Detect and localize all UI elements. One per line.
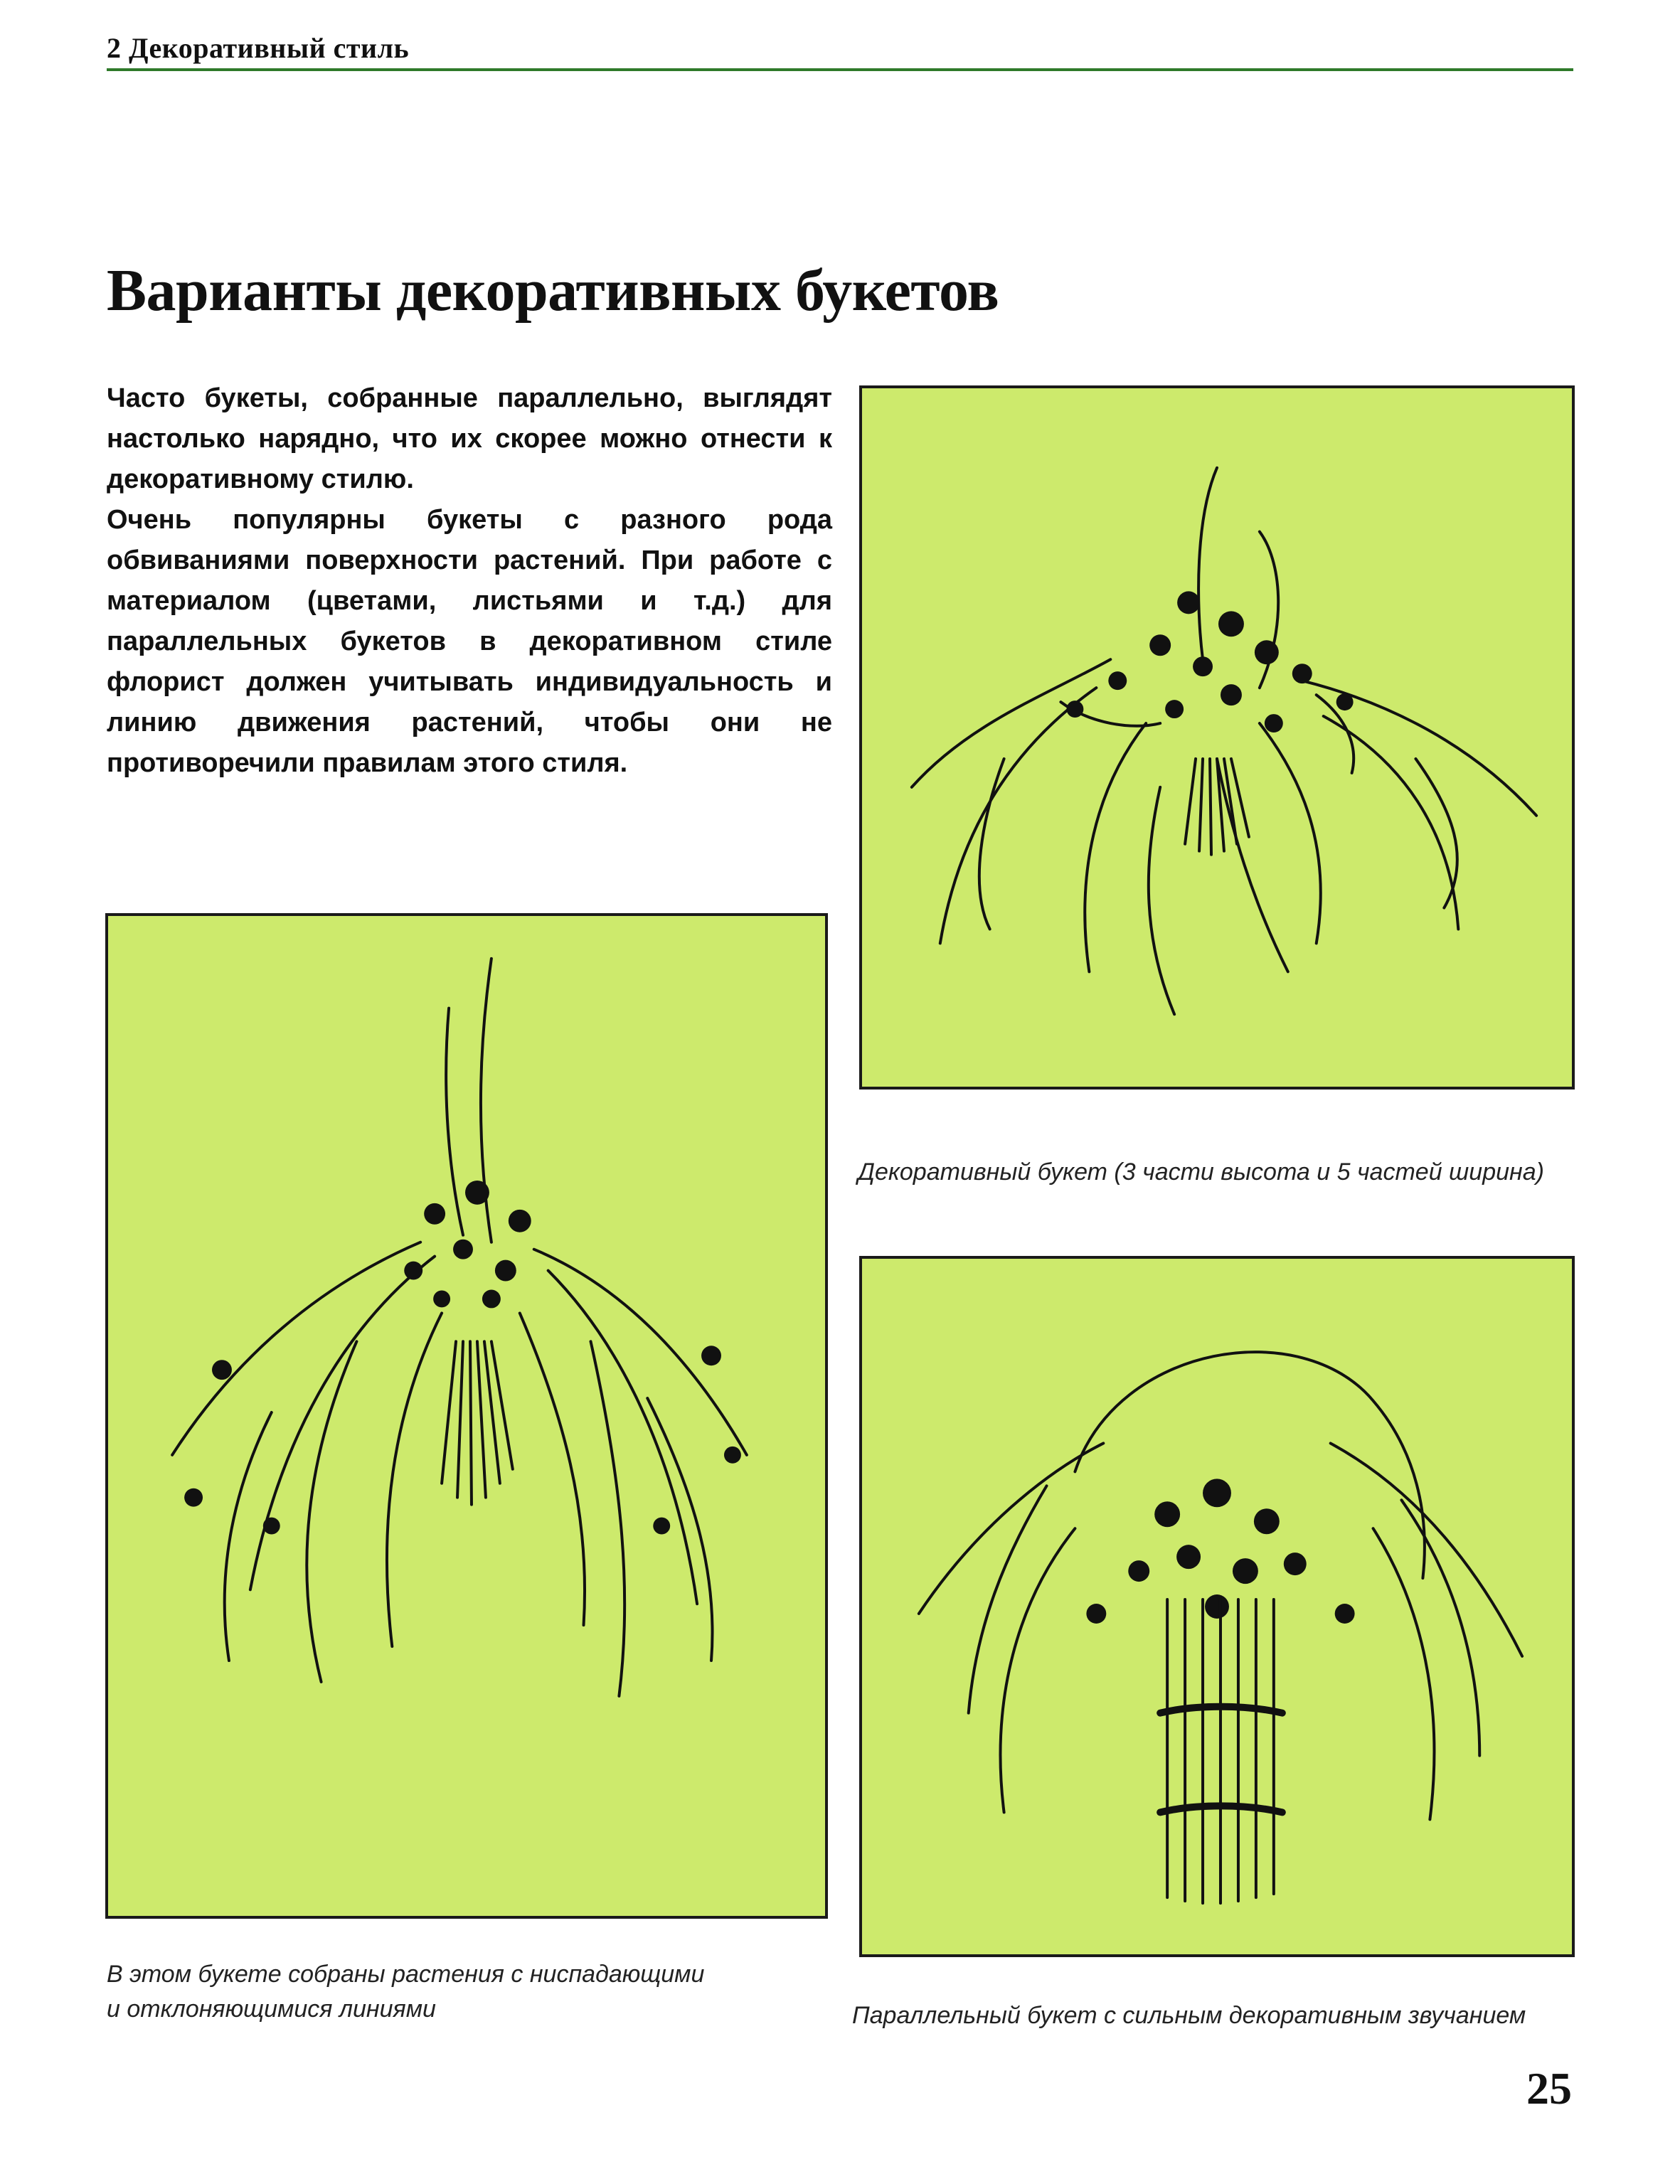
illustration-decorative-bouquet: [859, 385, 1575, 1090]
figure-caption-cascading: [107, 1957, 704, 2028]
intro-text: [107, 378, 832, 784]
page-number: 25: [1526, 2063, 1572, 2114]
caption-line: В этом букете собраны растения с ниспадающими: [107, 1961, 705, 1988]
illustration-parallel-bouquet: [859, 1256, 1575, 1957]
intro-paragraph-1: Часто букеты, собранные параллельно, выглядят настолько нарядно, что их скорее можно отнести к декоративному стилю.: [107, 383, 832, 494]
bouquet-drawing-3: [862, 1259, 1572, 1954]
illustration-cascading-bouquet: [105, 913, 828, 1919]
figure-caption-parallel: Параллельный букет с сильным декоративным звучанием: [852, 2002, 1526, 2029]
bouquet-drawing-2: [108, 916, 825, 1916]
figure-caption-decorative: Декоративный букет (3 части высота и 5 частей ширина): [858, 1158, 1544, 1186]
bouquet-drawing-1: [862, 388, 1572, 1087]
header-rule: [107, 68, 1573, 71]
page-title: Варианты декоративных букетов: [107, 257, 999, 324]
intro-paragraph-2: Очень популярны букеты с разного рода обвиваниями поверхности растений. При работе с материалом (цветами, листьями и т.д.) для параллельных букетов в декоративном стиле флорист должен учитывать индивидуальность и линию движения растений, чтобы они не противоречили правилам этого стиля.: [107, 505, 832, 778]
running-head: 2 Декоративный стиль: [107, 32, 410, 64]
caption-line: и отклоняющимися линиями: [107, 1996, 436, 2023]
